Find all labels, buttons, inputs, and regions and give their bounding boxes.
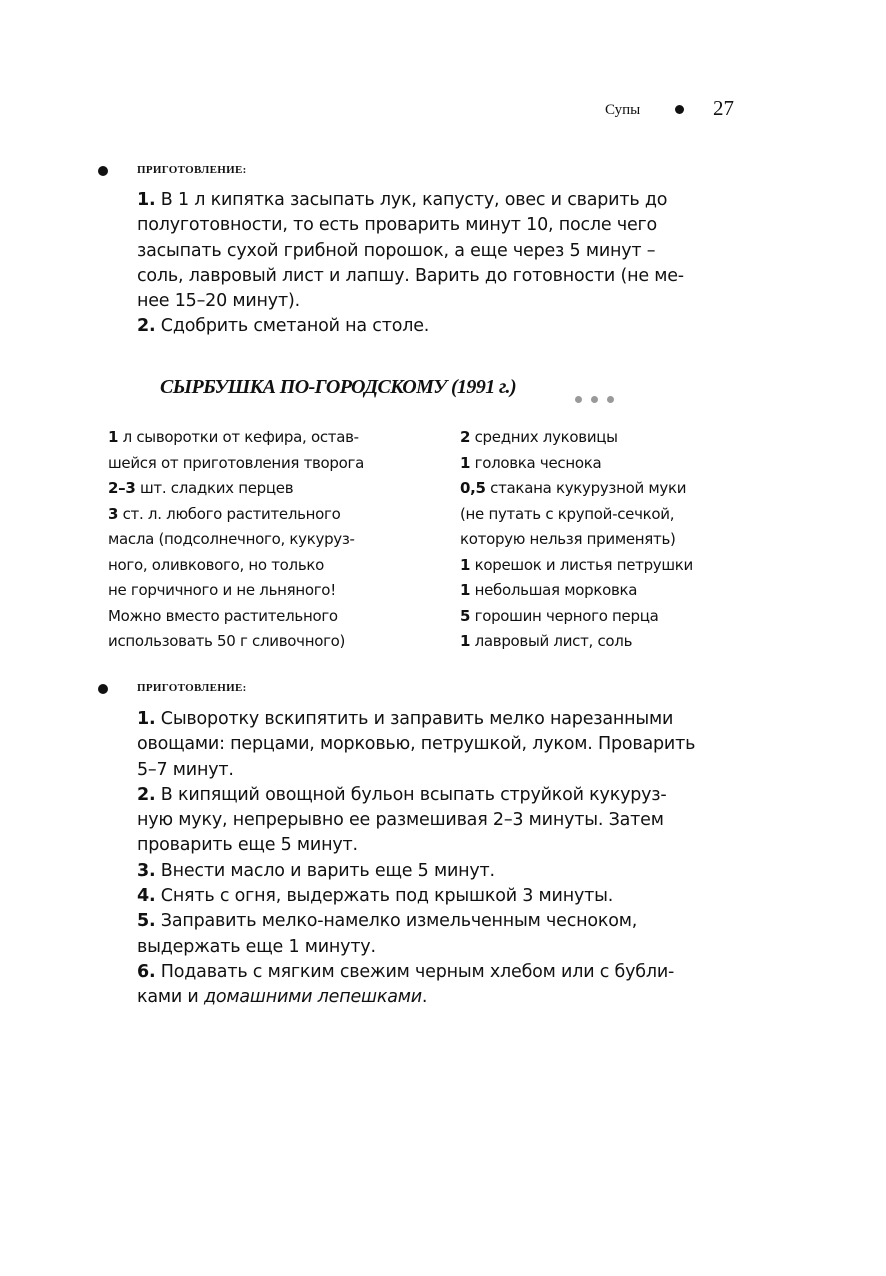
line-text: которую нельзя применять) <box>460 530 676 548</box>
running-header <box>600 96 740 120</box>
line-text: В кипящий овощной бульон всыпать струйкой кукуруз- <box>155 784 667 805</box>
ingredient-line <box>108 451 364 477</box>
line-text: засыпать сухой грибной порошок, а еще через 5 минут – <box>137 240 656 261</box>
line-text: горошин черного перца <box>470 606 659 625</box>
step-number: 1. <box>137 709 156 729</box>
line-text: не горчичного и не льняного! <box>108 581 336 599</box>
step-line <box>137 909 695 934</box>
ingredient-line <box>108 425 364 451</box>
line-text: ками и <box>137 987 204 1008</box>
section-title: Супы <box>605 102 641 118</box>
line-text: . <box>421 987 428 1008</box>
line-text: нее 15–20 минут). <box>137 291 300 312</box>
ingredient-quantity: 3 <box>108 504 119 523</box>
line-text: небольшая морковка <box>470 581 638 599</box>
line-text: масла (подсолнечного, кукуруз- <box>108 530 355 548</box>
ingredient-line <box>108 502 364 528</box>
line-text: Сыворотку вскипятить и заправить мелко нарезанными <box>155 709 674 729</box>
ingredient-line <box>460 451 693 477</box>
preparation-label: ПРИГОТОВЛЕНИЕ: <box>137 682 247 694</box>
step-number: 2. <box>137 784 156 805</box>
step-line <box>137 213 684 238</box>
ingredient-line <box>460 553 693 579</box>
step-line <box>137 707 695 732</box>
preparation-steps <box>137 188 684 340</box>
ingredient-quantity: 1 <box>460 555 471 574</box>
step-number: 5. <box>137 911 156 932</box>
step-line <box>137 289 684 314</box>
italic-link-text: домашними лепешками <box>203 987 422 1008</box>
ingredient-quantity: 1 <box>460 453 471 472</box>
step-line <box>137 985 695 1010</box>
bullet-icon <box>675 105 684 114</box>
ingredient-line <box>460 476 693 502</box>
step-line <box>137 188 684 213</box>
line-text: ст. л. любого растительного <box>118 504 341 523</box>
line-text: стакана кукурузной муки <box>485 479 687 497</box>
line-text: использовать 50 г сливочного) <box>108 632 346 650</box>
ingredient-line <box>108 604 364 630</box>
ingredient-quantity: 1 <box>460 581 471 599</box>
line-text: Подавать с мягким свежим черным хлебом или с бубли- <box>155 961 675 982</box>
ingredients-left-column <box>108 425 364 655</box>
ingredient-quantity: 5 <box>460 606 471 625</box>
step-line <box>137 264 684 289</box>
line-text: (не путать с крупой-сечкой, <box>460 504 675 523</box>
line-text: лавровый лист, соль <box>470 632 633 650</box>
step-line <box>137 935 695 960</box>
line-text: Сдобрить сметаной на столе. <box>155 316 430 337</box>
bullet-icon <box>98 166 108 176</box>
line-text: корешок и листья петрушки <box>470 555 694 574</box>
ingredient-quantity: 1 <box>108 428 119 446</box>
ingredient-line <box>108 629 364 655</box>
ingredients-right-column <box>460 425 693 655</box>
decorative-dots-icon <box>575 388 623 407</box>
line-text: В 1 л кипятка засыпать лук, капусту, овес и сварить до <box>155 190 668 210</box>
line-text: Внести масло и варить еще 5 минут. <box>155 860 495 881</box>
line-text: 5–7 минут. <box>137 759 234 780</box>
step-line <box>137 758 695 783</box>
ingredient-line <box>460 629 693 655</box>
ingredient-line <box>460 604 693 630</box>
step-number: 3. <box>137 860 156 881</box>
ingredient-line <box>108 527 364 553</box>
line-text: головка чеснока <box>470 453 602 472</box>
step-number: 4. <box>137 886 156 907</box>
line-text: шейся от приготовления творога <box>108 453 365 472</box>
line-text: Снять с огня, выдержать под крышкой 3 минуты. <box>155 886 614 907</box>
line-text: ную муку, непрерывно ее размешивая 2–3 минуты. Затем <box>137 810 664 831</box>
preparation-steps <box>137 707 695 1011</box>
bullet-icon <box>98 684 108 694</box>
ingredient-line <box>108 553 364 579</box>
line-text: соль, лавровый лист и лапшу. Варить до готовности (не ме- <box>137 265 684 286</box>
step-number: 1. <box>137 190 156 210</box>
step-line <box>137 833 695 858</box>
line-text: шт. сладких перцев <box>135 479 294 497</box>
step-line <box>137 239 684 264</box>
ingredient-line <box>460 425 693 451</box>
line-text: полуготовности, то есть проварить минут 10, после чего <box>137 215 658 236</box>
ingredient-line <box>108 476 364 502</box>
line-text: овощами: перцами, морковью, петрушкой, луком. Проварить <box>137 734 696 755</box>
step-line <box>137 314 684 339</box>
ingredient-line <box>108 578 364 604</box>
line-text: л сыворотки от кефира, остав- <box>118 428 359 446</box>
ingredient-quantity: 1 <box>460 632 471 650</box>
step-line <box>137 884 695 909</box>
step-line <box>137 732 695 757</box>
ingredient-quantity: 2 <box>460 428 471 446</box>
line-text: ного, оливкового, но только <box>108 555 325 574</box>
preparation-label: ПРИГОТОВЛЕНИЕ: <box>137 164 247 176</box>
line-text: выдержать еще 1 минуту. <box>137 936 376 957</box>
line-text: проварить еще 5 минут. <box>137 835 358 856</box>
ingredient-quantity: 0,5 <box>460 479 486 497</box>
ingredient-line <box>460 578 693 604</box>
page-number: 27 <box>713 96 734 120</box>
step-number: 6. <box>137 961 156 982</box>
ingredient-quantity: 2–3 <box>108 479 136 497</box>
step-number: 2. <box>137 316 156 337</box>
line-text: Заправить мелко-намелко измельченным чесноком, <box>155 911 638 932</box>
line-text: Можно вместо растительного <box>108 606 338 625</box>
step-line <box>137 859 695 884</box>
recipe-title: СЫРБУШКА ПО-ГОРОДСКОМУ (1991 г.) <box>160 376 517 398</box>
step-line <box>137 960 695 985</box>
step-line <box>137 783 695 808</box>
ingredient-line <box>460 502 693 528</box>
ingredient-line <box>460 527 693 553</box>
step-line <box>137 808 695 833</box>
line-text: средних луковицы <box>470 428 618 446</box>
